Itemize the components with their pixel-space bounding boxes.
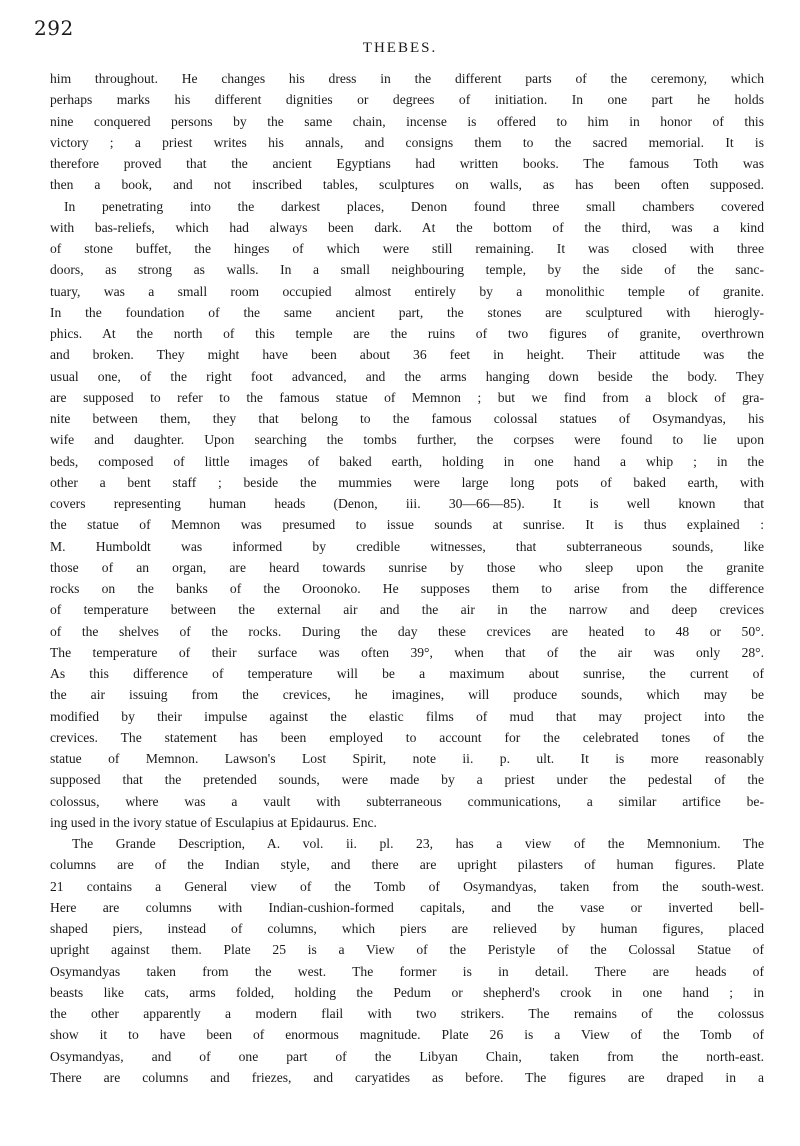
text-line: tuary, was a small room occupied almost entirely by a monolithic temple of granite. (50, 283, 764, 299)
text-line: therefore proved that the ancient Egyptians had written books. The famous Toth was (50, 156, 764, 171)
text-line: As this difference of temperature will be a maximum about sunrise, the current of (50, 666, 764, 681)
text-line: him throughout. He changes his dress in the different parts of the ceremony, which (50, 71, 764, 86)
text-line: other a bent staff ; beside the mummies were large long pots of baked earth, with (50, 474, 764, 490)
text-line: the air issuing from the crevices, he imagines, will produce sounds, which may be (50, 687, 764, 703)
text-line: usual one, of the right foot advanced, and the arms hanging down beside the body. They (50, 368, 764, 384)
text-line: columns are of the Indian style, and there are upright pilasters of human figures. Plate (50, 857, 764, 873)
text-line: show it to have been of enormous magnitude. Plate 26 is a View of the Tomb of (50, 1027, 764, 1043)
text-line: In the foundation of the same ancient part, the stones are sculptured with hierogly- (50, 304, 764, 320)
text-line: covers representing human heads (Denon, iii. 30—66—85). It is well known that (50, 496, 764, 511)
running-head: THEBES. (362, 40, 438, 56)
text-line: Osymandyas, and of one part of the Libyan Chain, taken from the north-east. (50, 1048, 764, 1064)
text-line: doors, as strong as walls. In a small neighbouring temple, by the side of the sanc- (50, 262, 764, 278)
text-line: of the shelves of the rocks. During the day these crevices are heated to 48 or 50°. (50, 623, 764, 639)
text-line: upright against them. Plate 25 is a View of the Peristyle of the Colossal Statue of (50, 942, 764, 958)
text-line: crevices. The statement has been employed to account for the celebrated tones of the (50, 729, 764, 745)
text-line: colossus, where was a vault with subterraneous communications, a similar artifice be- (50, 793, 764, 809)
text-line: The temperature of their surface was often 39°, when that of the air was only 28°. (50, 644, 764, 660)
text-line: Here are columns with Indian-cushion-formed capitals, and the vase or inverted bell- (50, 899, 764, 915)
text-line: then a book, and not inscribed tables, sculptures on walls, as has been often supposed. (50, 177, 764, 193)
text-line: phics. At the north of this temple are the ruins of two figures of granite, overthrown (50, 326, 764, 341)
page-number: 292 (34, 16, 74, 40)
text-line: modified by their impulse against the elastic films of mud that may project into the (50, 708, 764, 724)
text-line: beasts like cats, arms folded, holding the Pedum or shepherd's crook in one hand ; in (50, 984, 764, 1000)
text-line: of stone buffet, the hinges of which were still remaining. It was closed with three (50, 241, 764, 256)
text-line: 21 contains a General view of the Tomb of Osymandyas, taken from the south-west. (50, 878, 764, 894)
text-line: the statue of Memnon was presumed to issue sounds at sunrise. It is thus explained : (50, 517, 764, 533)
text-line: There are columns and friezes, and caryatides as before. The figures are draped in a (50, 1069, 764, 1085)
text-line: nine conquered persons by the same chain, incense is offered to him in honor of this (50, 113, 764, 129)
text-line: ing used in the ivory statue of Esculapius at Epidaurus. Enc. (50, 814, 377, 830)
text-line: of temperature between the external air and the air in the narrow and deep crevices (50, 602, 764, 618)
text-line: Osymandyas taken from the west. The former is in detail. There are heads of (50, 963, 764, 979)
text-line: those of an organ, are heard towards sunrise by those who sleep upon the granite (50, 559, 764, 575)
text-line: are supposed to refer to the famous statue of Memnon ; but we find from a block of gra- (50, 389, 764, 405)
text-line: statue of Memnon. Lawson's Lost Spirit, note ii. p. ult. It is more reasonably (50, 751, 764, 766)
text-line: with bas-reliefs, which had always been dark. At the bottom of the third, was a kind (50, 219, 764, 235)
text-line: M. Humboldt was informed by credible witnesses, that subterraneous sounds, like (50, 538, 764, 554)
text-line: shaped piers, instead of columns, which piers are relieved by human figures, placed (50, 921, 764, 936)
text-line: nite between them, they that belong to the famous colossal statues of Osymandyas, his (50, 411, 764, 426)
body-text (50, 68, 764, 1088)
text-line: supposed that the pretended sounds, were made by a priest under the pedestal of the (50, 772, 764, 788)
text-line: perhaps marks his different dignities or degrees of initiation. In one part he holds (50, 92, 764, 108)
text-line: The Grande Description, A. vol. ii. pl. 23, has a view of the Memnonium. The (72, 836, 764, 851)
text-line: wife and daughter. Upon searching the tombs further, the corpses were found to lie upon (50, 432, 764, 448)
text-line: rocks on the banks of the Oroonoko. He supposes them to arise from the difference (50, 581, 764, 596)
text-line: beds, composed of little images of baked earth, holding in one hand a whip ; in the (50, 453, 764, 469)
text-line: and broken. They might have been about 36 feet in height. Their attitude was the (50, 347, 764, 363)
text-line: In penetrating into the darkest places, Denon found three small chambers covered (64, 198, 764, 214)
text-line: the other apparently a modern flail with two strikers. The remains of the colossus (50, 1006, 764, 1021)
text-line: victory ; a priest writes his annals, and consigns them to the sacred memorial. It is (50, 134, 764, 150)
